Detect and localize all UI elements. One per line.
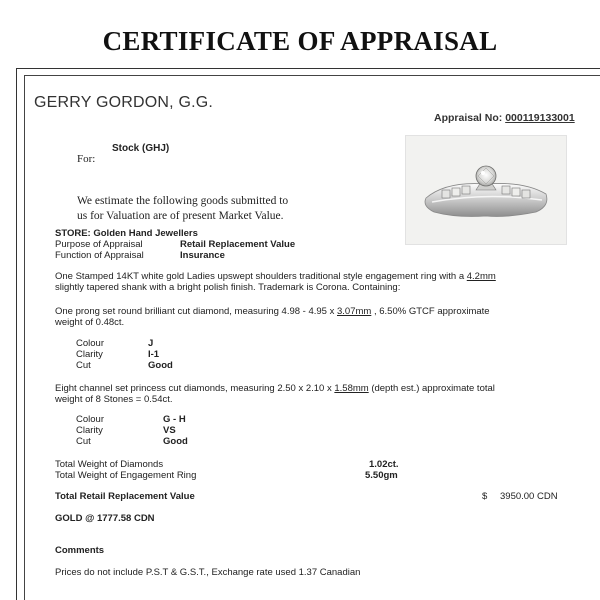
total-ring-label: Total Weight of Engagement Ring (55, 470, 197, 481)
center-stone-text-end: , 6.50% GTCF approximate (371, 306, 490, 317)
center-stone-line-1 (55, 306, 490, 317)
center-cut-value: Good (148, 360, 173, 371)
outer-border-left (16, 68, 17, 600)
total-diamonds-label: Total Weight of Diamonds (55, 459, 164, 470)
side-stones-line-2: weight of 8 Stones = 0.54ct. (55, 394, 173, 405)
side-cut-label: Cut (76, 436, 91, 447)
center-stone-depth: 3.07mm (337, 306, 372, 317)
side-clarity-value: VS (163, 425, 176, 436)
side-cut-value: Good (163, 436, 188, 447)
shank-width: 4.2mm (466, 271, 496, 282)
center-colour-value: J (148, 338, 154, 349)
estimate-statement (77, 194, 288, 224)
store-name: STORE: Golden Hand Jewellers (55, 228, 198, 239)
function-label: Function of Appraisal (55, 250, 144, 261)
appraisal-number (434, 112, 575, 124)
side-stones-line-1 (55, 383, 495, 394)
side-stones-depth: 1.58mm (334, 383, 369, 394)
certificate-title: CERTIFICATE OF APPRAISAL (102, 26, 498, 56)
appraiser-name: GERRY GORDON, G.G. (34, 94, 214, 111)
description-line-1 (55, 271, 496, 282)
for-value: Stock (GHJ) (112, 143, 170, 154)
outer-border-top (16, 68, 600, 69)
center-stone-text: One prong set round brilliant cut diamond, measuring 4.98 - 4.95 x (55, 306, 337, 317)
side-stones-text: Eight channel set princess cut diamonds, measuring 2.50 x 2.10 x (55, 383, 335, 394)
comments-heading: Comments (55, 545, 105, 556)
side-colour-label: Colour (76, 414, 104, 425)
side-clarity-label: Clarity (76, 425, 103, 436)
total-diamonds-value: 1.02ct. (369, 459, 399, 470)
description-text: One Stamped 14KT white gold Ladies upswept shoulders traditional style engagement ring with a (55, 271, 467, 282)
replacement-value-label: Total Retail Replacement Value (55, 491, 195, 502)
appraisal-number-value: 000119133001 (505, 112, 575, 124)
gold-price: GOLD @ 1777.58 CDN (55, 513, 155, 524)
appraisal-number-label: Appraisal No: (434, 112, 503, 124)
center-stone-line-2: weight of 0.48ct. (55, 317, 125, 328)
inner-border-left (24, 75, 25, 600)
purpose-value: Retail Replacement Value (180, 239, 296, 250)
function-value: Insurance (180, 250, 225, 261)
replacement-currency: $ (482, 491, 488, 502)
side-stones-text-end: (depth est.) approximate total (368, 383, 495, 394)
estimate-line: us for Valuation are of present Market Value. (77, 210, 284, 222)
replacement-value: 3950.00 CDN (500, 491, 558, 502)
comments-text: Prices do not include P.S.T & G.S.T., Exchange rate used 1.37 Canadian (55, 567, 361, 578)
ring-photo (405, 135, 567, 245)
center-cut-label: Cut (76, 360, 91, 371)
purpose-label: Purpose of Appraisal (55, 239, 143, 250)
description-line-2: slightly tapered shank with a bright polish finish. Trademark is Corona. Containing: (55, 282, 401, 293)
center-clarity-value: I-1 (148, 349, 160, 360)
ring-image (406, 136, 566, 244)
center-colour-label: Colour (76, 338, 104, 349)
for-label: For: (77, 153, 96, 165)
side-colour-value: G - H (163, 414, 186, 425)
center-clarity-label: Clarity (76, 349, 103, 360)
estimate-line: We estimate the following goods submitted to (77, 195, 289, 207)
total-ring-value: 5.50gm (365, 470, 398, 481)
inner-border-top (24, 75, 600, 76)
